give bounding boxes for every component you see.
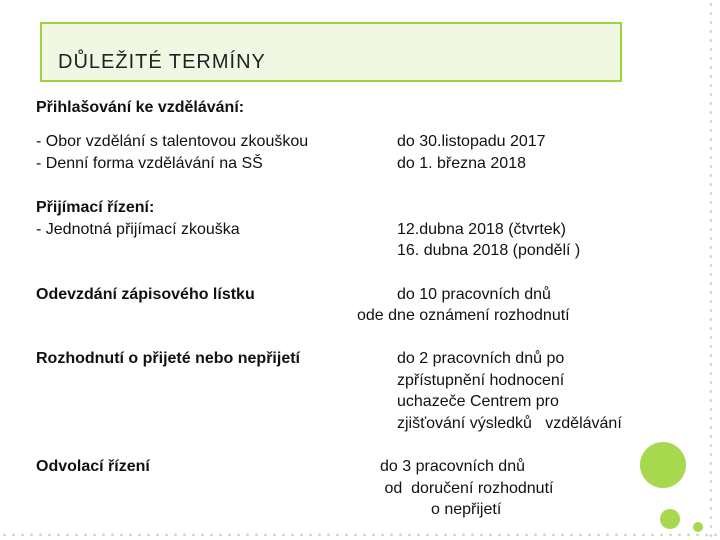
- section-heading-admission: Přijímací řízení:: [36, 199, 155, 216]
- appeal-line-3: o nepřijetí: [431, 501, 502, 518]
- decision-line-2: zpřístupnění hodnocení: [397, 372, 565, 389]
- list-item-entrance-exam: - Jednotná přijímací zkouška: [36, 221, 240, 238]
- decorative-circle-large: [640, 442, 686, 488]
- decision-line-4: zjišťování výsledků vzdělávání: [397, 415, 622, 432]
- section-heading-enrollment-slip: Odevzdání zápisového lístku: [36, 286, 255, 303]
- decision-line-1: do 2 pracovních dnů po: [397, 350, 565, 367]
- deadline-enrollment-1: do 10 pracovních dnů: [397, 286, 551, 303]
- date-exam-2: 16. dubna 2018 (pondělí ): [397, 242, 581, 259]
- dotted-border-right: [708, 0, 714, 540]
- date-full-time: do 1. března 2018: [397, 155, 526, 172]
- section-heading-registration: Přihlašování ke vzdělávání:: [36, 99, 245, 116]
- deadline-enrollment-2: ode dne oznámení rozhodnutí: [357, 307, 570, 324]
- appeal-line-1: do 3 pracovních dnů: [380, 458, 525, 475]
- date-talent-exam: do 30.listopadu 2017: [397, 133, 546, 150]
- section-heading-appeal: Odvolací řízení: [36, 458, 150, 475]
- decision-line-3: uchazeče Centrem pro: [397, 393, 559, 410]
- dotted-border-bottom: [0, 532, 720, 538]
- list-item-full-time: - Denní forma vzdělávání na SŠ: [36, 155, 263, 172]
- title-box: [40, 22, 622, 82]
- decorative-circle-small: [693, 522, 703, 532]
- date-exam-1: 12.dubna 2018 (čtvrtek): [397, 221, 566, 238]
- page-title: DŮLEŽITÉ TERMÍNY: [58, 51, 266, 73]
- decorative-circle-medium: [660, 509, 680, 529]
- list-item-talent-exam: - Obor vzdělání s talentovou zkouškou: [36, 133, 309, 150]
- appeal-line-2: od doručení rozhodnutí: [380, 480, 554, 497]
- section-heading-decision: Rozhodnutí o přijeté nebo nepřijetí: [36, 350, 300, 367]
